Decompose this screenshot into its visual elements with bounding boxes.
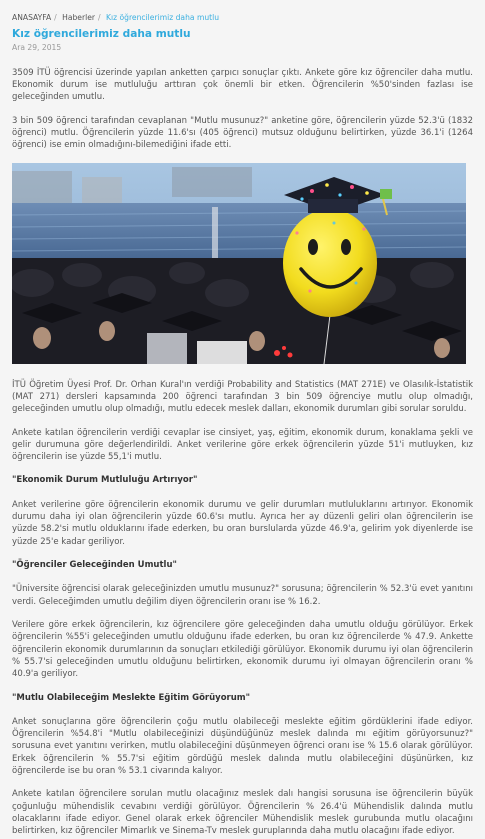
article-paragraph: Verilere göre erkek öğrencilerin, kız öğrencilere göre geleceğinden daha umutlu olduğu görülüyor. Erkek öğrencilerin %55'i geleceğinden umutlu olduğunu ifade ederken, bu oran kız öğrencilerde % 47.9. Ankette öğrencilerin ekonomik durumlarının da sonuçları etkilediği görülüyor. Ekonomik durumu iyi olan öğrencilerin % 55.7'si geleceğinden umutlu olduğunu belirtirken, ekonomik durumu iyi olmayan öğrencilerin oranı % 40.9'a geriliyor. — [12, 619, 473, 680]
article-paragraph: "Üniversite öğrencisi olarak geleceğinizden umutlu musunuz?" sorusuna; öğrencilerin % 52.3'ü evet yanıtını verdi. Geleceğimden umutlu değilim diyen öğrencilerin oranı ise % 16.2. — [12, 584, 473, 607]
graduation-smiley-balloon-photo — [12, 163, 466, 364]
article-paragraph: 3 bin 509 öğrenci tarafından cevaplanan "Mutlu musunuz?" anketine göre, öğrencilerin yüzde 52.3'ü (1832 öğrenci) mutlu. Öğrencilerin yüzde 11.6'sı (405 öğrenci) mutsuz olduğunu belirtirken, yüzde 36.1'i (1264 öğrenci) ise emin olmadığını-bilemediğini ifade etti. — [12, 115, 473, 151]
breadcrumb-home-link[interactable]: ANASAYFA — [12, 13, 52, 22]
article-body — [12, 67, 473, 838]
article-subheading: "Öğrenciler Geleceğinden Umutlu" — [12, 560, 177, 571]
breadcrumb-separator: / — [54, 13, 57, 22]
article-paragraph: Anket verilerine göre öğrencilerin ekonomik durumu ve gelir durumları mutluluklarını artırıyor. Ekonomik durumu daha iyi olan öğrencilerin yüzde 60.6'sı mutlu. Ayrıca her ay düzenli geliri olan öğrencilerin ise yüzde 58.2'si mutlu olduklarını ifade ederken, bu oran burslularda yüzde 46.9'a, gelirim yok diyenlerde ise yüzde 25'e kadar geriliyor. — [12, 499, 473, 547]
article-subheading: "Mutlu Olabileceğim Meslekte Eğitim Görüyorum" — [12, 692, 251, 703]
article-paragraph: 3509 İTÜ öğrencisi üzerinde yapılan anketten çarpıcı sonuçlar çıktı. Ankete göre kız öğrenciler daha mutlu. Ekonomik durum ise mutluluğu arttıran çok önemli bir etken. Öğrencilerin %50'sinden fazlası ise geleceğinden umutlu. — [12, 67, 473, 103]
breadcrumb — [12, 0, 473, 28]
breadcrumb-section-link[interactable]: Haberler — [62, 13, 96, 22]
breadcrumb-current: Kız öğrencilerimiz daha mutlu — [106, 13, 220, 22]
breadcrumb-separator: / — [98, 13, 101, 22]
article-title: Kız öğrencilerimiz daha mutlu — [12, 28, 191, 40]
article-paragraph: Ankete katılan öğrencilerin verdiği cevaplar ise cinsiyet, yaş, eğitim, ekonomik durum, konaklama şekli ve gelir durumuna göre değerlendirildi. Anket verilerine göre erkek öğrencilerin yüzde 51'i mutluyken, kız öğrencilerin ise yüzde 55,1'i mutlu. — [12, 427, 473, 463]
article-date: Ara 29, 2015 — [12, 42, 62, 52]
article-subheading: "Ekonomik Durum Mutluluğu Artırıyor" — [12, 475, 198, 486]
article-paragraph: Anket sonuçlarına göre öğrencilerin çoğu mutlu olabileceği meslekte eğitim gördüklerini ifade ediyor. Öğrencilerin %54.8'i "Mutlu olabileceğinizi düşündüğünüz meslek dalında mı eğitim görüyorsunuz?" sorusuna evet yanıtını verirken, mutlu olabileceğini düşünmeyen öğrenci oranı ise % 15.6 olarak görülüyor. Erkek öğrencilerin % 55.7'si eğitim gördüğü meslek dalında mutlu olabileceğini düşünürken, kız öğrencilerde ise bu oran % 53.1 civarında kalıyor. — [12, 716, 473, 777]
article-paragraph: Ankete katılan öğrencilere sorulan mutlu olacağınız meslek dalı hangisi sorusuna ise öğrencilerin büyük çoğunluğu mühendislik cevabını verdiği görülüyor. Öğrencilerin % 26.4'ü Mühendislik dalında mutlu olacaklarını ifade ediyor. Genel olarak erkek öğrenciler Mühendislik meslek gurubunda mutlu olacağını belirtirken, kız öğrenciler Mimarlık ve Sinema-Tv meslek guruplarında daha mutlu olacağını ifade ediyor. — [12, 789, 473, 837]
article-paragraph: İTÜ Öğretim Üyesi Prof. Dr. Orhan Kural'ın verdiği Probability and Statistics (MAT 271E) ve Olasılık-İstatistik (MAT 271) dersleri kapsamında 200 öğrenci tarafından 3 bin 509 öğrenciye mutlu olup olmadığı, geleceğinden umutlu olup olmadığı, mutlu edecek meslek dalları, ekonomik durumları gibi sorular soruldu. — [12, 379, 473, 415]
